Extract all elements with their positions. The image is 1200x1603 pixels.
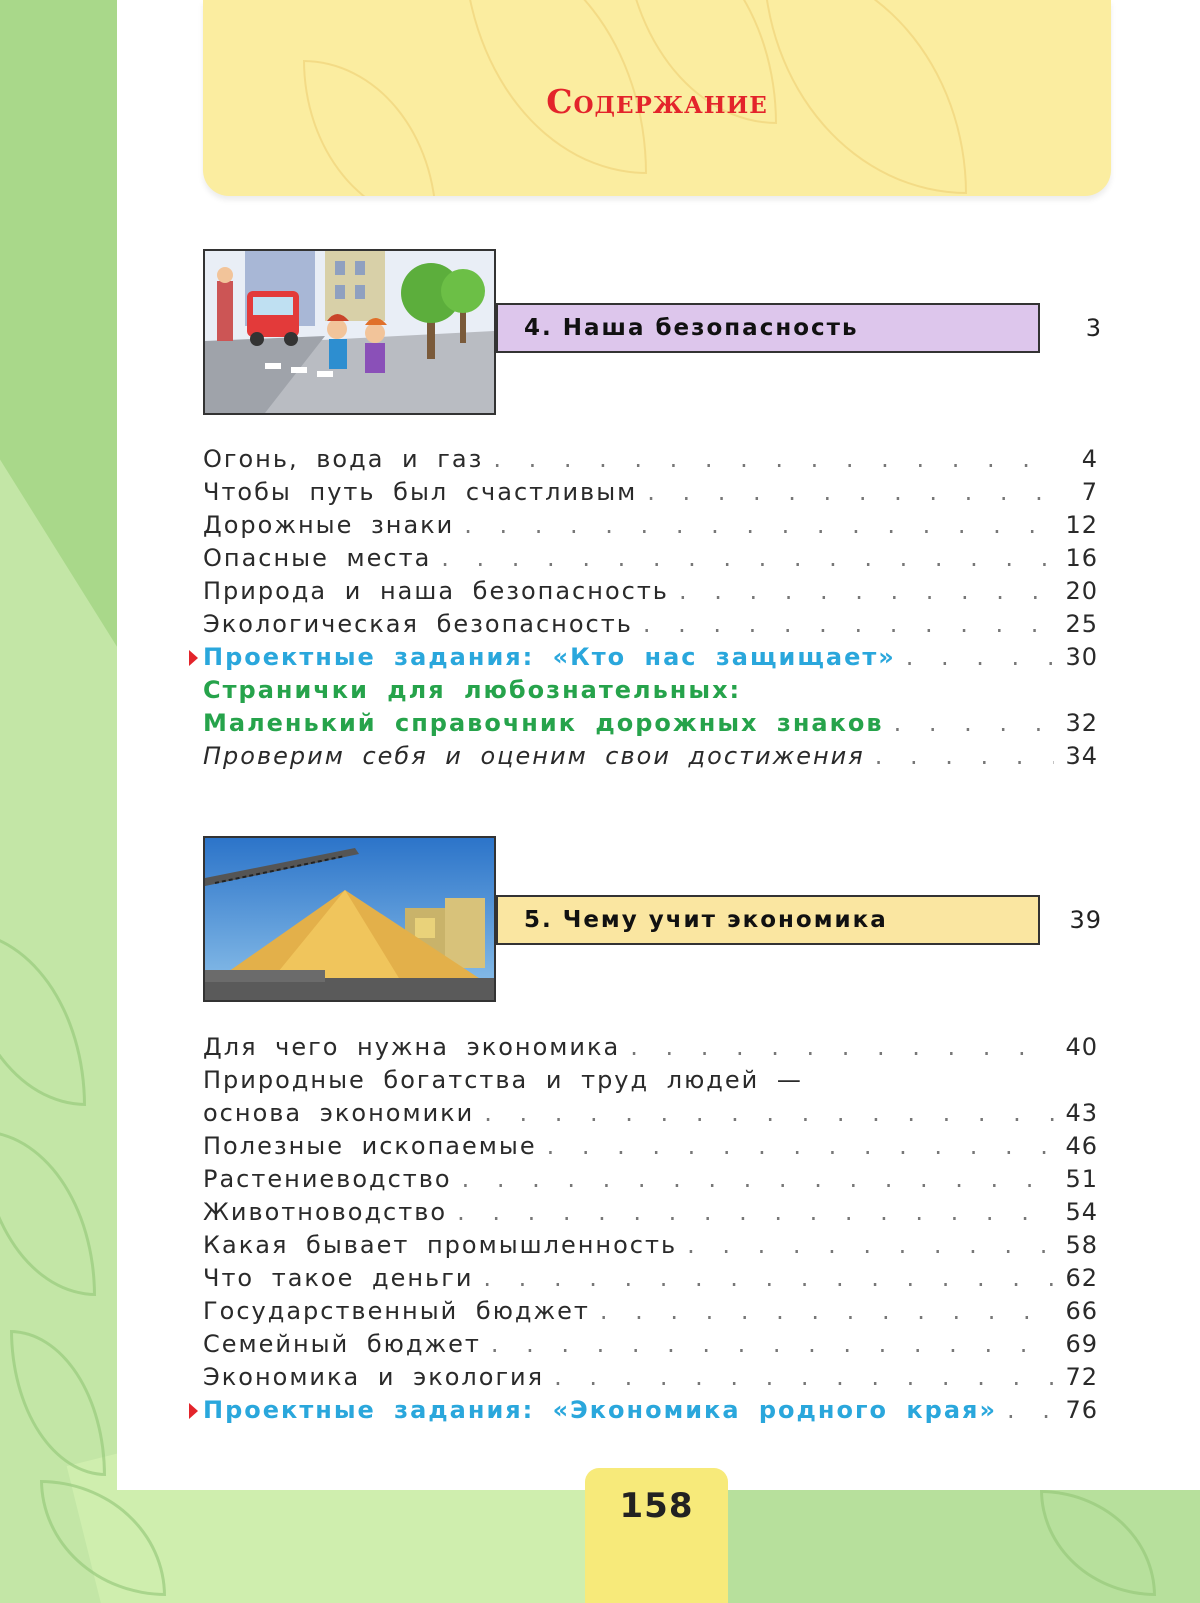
contents-header: [203, 0, 1111, 196]
toc-item-project[interactable]: Проектные задания: «Экономика родного края» . . . 76: [203, 1394, 1098, 1427]
toc-item[interactable]: Что такое деньги . . . 62: [203, 1262, 1098, 1295]
book-page: [117, 0, 1200, 1490]
toc-item[interactable]: Государственный бюджет . . . 66: [203, 1295, 1098, 1328]
toc-item[interactable]: Природные богатства и труд людей —: [203, 1066, 803, 1094]
chapter-4-title-band: [496, 303, 1040, 353]
toc-item[interactable]: Дорожные знаки . . . 12: [203, 509, 1098, 542]
toc-item-project[interactable]: Проектные задания: «Кто нас защищает» . . . 30: [203, 641, 1098, 674]
toc-item-self-check[interactable]: Проверим себя и оценим свои достижения . . . 34: [203, 740, 1098, 773]
page-number-label: 158: [619, 1486, 694, 1526]
chapter-5-title-band: [496, 895, 1040, 945]
red-triangle-icon: [189, 650, 198, 666]
toc-item[interactable]: Животноводство . . . 54: [203, 1196, 1098, 1229]
page-title: Содержание: [546, 82, 768, 121]
toc-item[interactable]: Огонь, вода и газ . . . 4: [203, 443, 1098, 476]
toc-item[interactable]: Какая бывает промышленность . . . 58: [203, 1229, 1098, 1262]
chapter-5-page: 39: [1069, 906, 1102, 934]
toc-item[interactable]: Опасные места . . . 16: [203, 542, 1098, 575]
chapter-4-illustration: [203, 249, 496, 415]
toc-item-curious[interactable]: Маленький справочник дорожных знаков . . . 32: [203, 707, 1098, 740]
toc-item[interactable]: Природа и наша безопасность . . . 20: [203, 575, 1098, 608]
toc-item[interactable]: Чтобы путь был счастливым . . . 7: [203, 476, 1098, 509]
chapter-5-toc: [203, 1031, 1098, 1427]
toc-item[interactable]: Растениеводство . . . 51: [203, 1163, 1098, 1196]
red-triangle-icon: [189, 1403, 198, 1419]
chapter-5-illustration: [203, 836, 496, 1002]
chapter-4-page: 3: [1085, 314, 1102, 342]
chapter-4-toc: [203, 443, 1098, 773]
toc-item[interactable]: Экологическая безопасность . . . 25: [203, 608, 1098, 641]
chapter-4-title: 4. Наша безопасность: [524, 315, 859, 341]
toc-item[interactable]: Экономика и экология . . . 72: [203, 1361, 1098, 1394]
toc-item[interactable]: основа экономики . . . 43: [203, 1097, 1098, 1130]
page-number: [585, 1468, 728, 1603]
toc-item-curious-heading[interactable]: Странички для любознательных:: [203, 676, 742, 704]
toc-item[interactable]: Семейный бюджет . . . 69: [203, 1328, 1098, 1361]
toc-item[interactable]: Для чего нужна экономика . . . 40: [203, 1031, 1098, 1064]
chapter-5-title: 5. Чему учит экономика: [524, 907, 888, 933]
toc-item[interactable]: Полезные ископаемые . . . 46: [203, 1130, 1098, 1163]
